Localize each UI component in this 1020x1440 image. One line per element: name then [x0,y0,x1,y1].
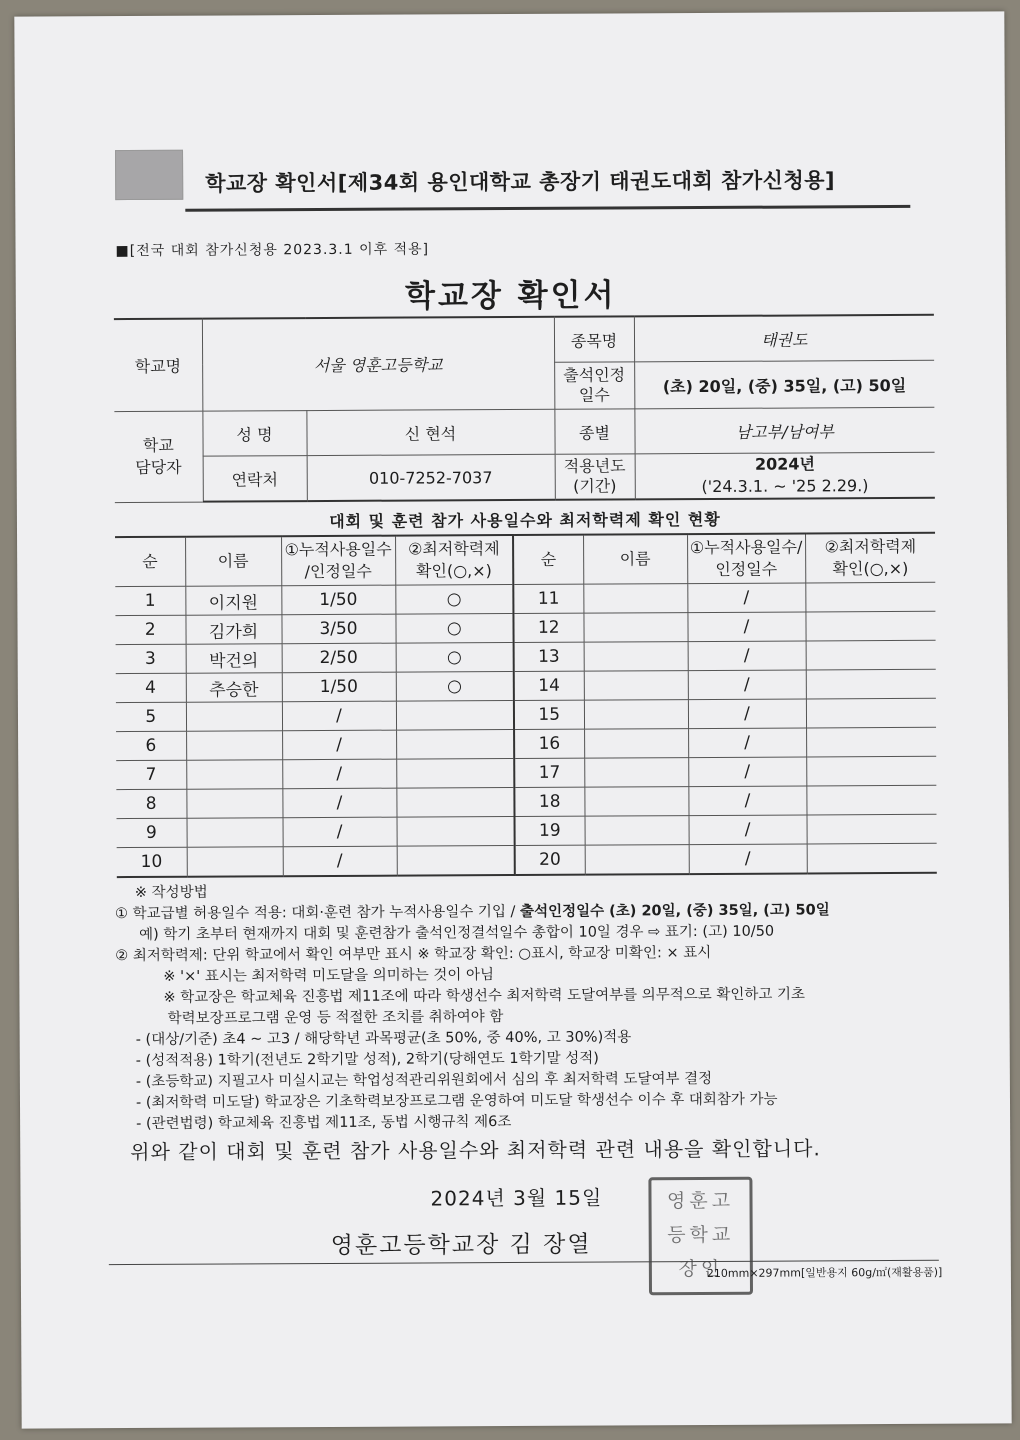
row-no-right: 17 [514,758,584,787]
row-name-right [584,758,688,788]
row-check-right [805,611,935,641]
document-page [14,11,1011,1428]
row-name-right [584,787,688,817]
header-rule [185,205,910,212]
table-row [115,582,935,615]
row-no: 6 [116,731,186,760]
row-check: ○ [396,671,514,701]
writing-guide [115,879,946,1135]
school-info-table [114,314,935,503]
roster-header-row [115,533,935,587]
row-name-right [584,671,688,701]
table-row [117,843,937,877]
row-no: 9 [117,818,187,847]
table-row [115,611,935,644]
guide-detail-3: - (초등학교) 지필고사 미실시교는 학업성적관리위원회에서 심의 후 최저학력 도달여부 결정 [135,1070,713,1090]
row-days-right: / [688,757,806,787]
row-no: 1 [115,586,185,615]
row-no: 8 [116,789,186,818]
apply-note: ■[전국 대회 참가신청용 2023.3.1 이후 적용] [115,241,430,260]
row-days-right: / [688,699,806,729]
row-name-right [583,613,687,643]
row-days: 2/50 [282,643,396,673]
row-check-right [806,756,936,786]
row-name-right [585,816,689,846]
row-name-right [584,642,688,672]
row-days: / [283,817,397,847]
row-no: 10 [117,847,187,877]
guide-heading: ※ 작성방법 [134,884,208,901]
row-no-right: 14 [514,671,584,700]
guide-item-1-example: 예) 학기 초부터 현재까지 대회 및 훈련참가 출석인정결석일수 총합이 10일 경우 ⇨ 표기: (고) 10/50 [139,923,775,943]
row-check-right [806,669,936,699]
row-days: / [283,846,397,876]
row-check-right [805,582,935,612]
row-no-right: 13 [514,642,584,671]
row-no-right: 11 [513,584,583,613]
row-days-right: / [687,583,805,613]
guide-item-2-note-a: ※ '×' 표시는 최저학력 미도달을 의미하는 것이 아님 [163,967,495,985]
sport-label: 종목명 [554,316,634,362]
col-check: ②최저학력제 확인(○,×) [395,535,513,585]
row-name-right [584,729,688,759]
redaction-block [115,150,183,200]
guide-detail-5: - (관련법령) 학교체육 진흥법 제11조, 동법 시행규칙 제6조 [136,1114,512,1132]
guide-detail-1: - (대상/기준) 초4 ~ 고3 / 해당학년 과목평균(초 50%, 중 40%, 고 30%)적용 [135,1029,632,1048]
row-no: 4 [116,673,186,702]
table-row [116,698,936,731]
col-check-right: ②최저학력제 확인(○,×) [805,533,935,583]
roster-section-title: 대회 및 훈련 참가 사용일수와 최저학력제 확인 현황 [329,509,721,531]
row-name-right [584,700,688,730]
row-no: 3 [116,644,186,673]
row-check [397,845,515,875]
attendance-label: 출석인정 일수 [554,362,634,409]
row-check [397,816,515,846]
row-days: / [282,759,396,789]
guide-detail-4: - (최저학력 미도달) 학교장은 기초학력보장프로그램 운영하여 미도달 학생선수 이수 후 대회참가 가능 [135,1091,778,1111]
row-name: 추승한 [186,673,282,703]
attendance-value: (초) 20일, (중) 35일, (고) 50일 [634,360,934,409]
row-name [186,702,282,732]
table-row [116,640,936,673]
row-no: 7 [116,760,186,789]
row-days-right: / [688,670,806,700]
row-check [396,758,514,788]
row-no: 2 [115,615,185,644]
row-check: ○ [396,642,514,672]
principal-signature: 영훈고등학교장 김 장열 [330,1231,592,1259]
guide-item-1: ① 학교급별 허용일수 적용: 대회·훈련 참가 누적사용일수 기입 / 출석인정일수 (초) 20일, (중) 35일, (고) 50일 [114,902,830,923]
col-name-right: 이름 [583,534,687,584]
row-days: / [282,788,396,818]
row-check: ○ [395,613,513,643]
row-no-right: 15 [514,700,584,729]
row-no-right: 18 [514,787,584,816]
row-days-right: / [689,815,807,845]
row-name [187,818,283,848]
table-row [116,669,936,702]
guide-item-2-note-b-cont: 학력보장프로그램 운영 등 적절한 조치를 취하여야 함 [167,1009,504,1027]
col-no: 순 [115,537,185,587]
name-label: 성 명 [202,411,306,457]
row-check-right [806,727,936,757]
row-name: 박건의 [186,644,282,674]
guide-detail-2: - (성적적용) 1학기(전년도 2학기말 성적), 2학기(당해연도 1학기말 성적) [135,1050,599,1069]
row-days: 1/50 [281,585,395,615]
official-seal-icon: 영훈고 등학교 장인 [648,1177,753,1296]
row-check-right [806,640,936,670]
name-value: 신 현석 [306,409,554,455]
row-days: 3/50 [281,614,395,644]
row-days: / [282,730,396,760]
row-days-right: / [688,786,806,816]
year-value: 2024년 ('24.3.1. ~ '25 2.29.) [635,452,935,499]
confirmation-statement: 위와 같이 대회 및 훈련 참가 사용일수와 최저학력 관련 내용을 확인합니다. [130,1136,821,1165]
row-check [396,787,514,817]
col-name: 이름 [185,536,281,586]
roster-table [115,532,937,878]
row-name [186,789,282,819]
row-check [396,700,514,730]
row-days-right: / [687,612,805,642]
col-no-right: 순 [513,535,583,585]
school-value: 서울 영훈고등학교 [202,317,554,411]
row-check-right [807,814,937,844]
table-row [116,756,936,789]
row-check-right [806,698,936,728]
category-value: 남고부/남여부 [634,407,934,454]
row-no-right: 12 [513,613,583,642]
table-row [116,727,936,760]
contact-value: 010-7252-7037 [307,454,555,501]
row-days-right: / [689,844,807,874]
col-days: ①누적사용일수 /인정일수 [281,536,395,586]
row-no: 5 [116,702,186,731]
col-days-right: ①누적사용일수/ 인정일수 [687,533,805,583]
row-name: 이지원 [185,586,281,616]
signature-date: 2024년 3월 15일 [430,1185,603,1211]
year-label: 적용년도 (기간) [555,454,635,500]
row-days-right: / [688,728,806,758]
row-name [187,847,283,877]
row-check-right [806,785,936,815]
row-no-right: 19 [515,816,585,845]
row-check: ○ [395,584,513,614]
manager-label: 학교 담당자 [114,411,202,502]
guide-item-2: ② 최저학력제: 단위 학교에서 확인 여부만 표시 ※ 학교장 확인: ○표시, 학교장 미확인: × 표시 [115,944,712,965]
row-days: 1/50 [282,672,396,702]
contact-label: 연락처 [203,456,307,502]
row-check [396,729,514,759]
page-title: 학교장 확인서 [404,277,617,315]
table-row [116,785,936,818]
paper-spec: 210mm×297mm[일반용지 60g/㎡(재활용품)] [706,1265,943,1280]
row-days: / [282,701,396,731]
row-name [186,731,282,761]
row-no-right: 20 [515,845,585,875]
row-no-right: 16 [514,729,584,758]
school-label: 학교명 [114,319,202,412]
row-check-right [807,843,937,873]
row-name: 김가희 [185,615,281,645]
row-name [186,760,282,790]
table-row [117,814,937,847]
row-name-right [583,584,687,614]
row-days-right: / [688,641,806,671]
row-name-right [585,845,689,875]
category-label: 종별 [554,409,634,454]
document-header-title: 학교장 확인서[제34회 용인대학교 총장기 태권도대회 참가신청용] [205,168,836,196]
sport-value: 태권도 [634,315,934,362]
guide-item-2-note-b: ※ 학교장은 학교체육 진흥법 제11조에 따라 학생선수 최저학력 도달여부를 의무적으로 확인하고 기초 [163,986,806,1006]
